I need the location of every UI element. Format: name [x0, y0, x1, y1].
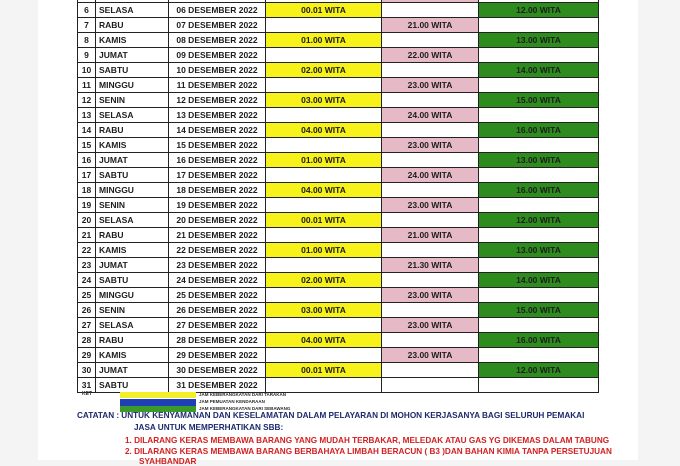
vehicle-loading-cell: [382, 93, 479, 108]
departure-tarakan-cell: [266, 78, 382, 93]
row-day: JUMAT: [96, 258, 169, 273]
row-date: 08 DESEMBER 2022: [169, 33, 266, 48]
vehicle-loading-cell: [382, 273, 479, 288]
vehicle-loading-cell: 24.00 WITA: [382, 168, 479, 183]
row-day: RABU: [96, 123, 169, 138]
row-day: SELASA: [96, 318, 169, 333]
schedule-sheet: [77, 0, 599, 393]
row-date: 15 DESEMBER 2022: [169, 138, 266, 153]
departure-tarakan-cell: [266, 348, 382, 363]
row-number: 29: [78, 348, 96, 363]
row-date: 23 DESEMBER 2022: [169, 258, 266, 273]
legend-label: KET: [82, 391, 92, 397]
notes-label: CATATAN :: [77, 411, 120, 420]
departure-tarakan-cell: 03.00 WITA: [266, 303, 382, 318]
departure-sebawang-cell: [479, 198, 599, 213]
table-row: [78, 33, 599, 48]
vehicle-loading-cell: 23.00 WITA: [382, 348, 479, 363]
departure-tarakan-cell: 04.00 WITA: [266, 123, 382, 138]
row-number: 23: [78, 258, 96, 273]
table-row: [78, 108, 599, 123]
row-number: 30: [78, 363, 96, 378]
table-row: [78, 48, 599, 63]
row-number: 26: [78, 303, 96, 318]
row-date: 22 DESEMBER 2022: [169, 243, 266, 258]
vehicle-loading-cell: [382, 243, 479, 258]
table-row: [78, 153, 599, 168]
departure-tarakan-cell: [266, 228, 382, 243]
row-date: 07 DESEMBER 2022: [169, 18, 266, 33]
notes-intro: [77, 411, 597, 420]
row-day: JUMAT: [96, 48, 169, 63]
row-day: SABTU: [96, 378, 169, 393]
vehicle-loading-cell: 23.00 WITA: [382, 318, 479, 333]
departure-tarakan-cell: [266, 138, 382, 153]
table-row: [78, 303, 599, 318]
table-row: [78, 78, 599, 93]
row-date: 19 DESEMBER 2022: [169, 198, 266, 213]
row-number: 24: [78, 273, 96, 288]
departure-tarakan-cell: 02.00 WITA: [266, 63, 382, 78]
table-row: [78, 348, 599, 363]
table-row: [78, 198, 599, 213]
schedule-table: [77, 0, 599, 393]
departure-tarakan-cell: 01.00 WITA: [266, 33, 382, 48]
row-day: MINGGU: [96, 183, 169, 198]
row-number: 31: [78, 378, 96, 393]
departure-sebawang-cell: 13.00 WITA: [479, 153, 599, 168]
row-day: KAMIS: [96, 243, 169, 258]
row-day: KAMIS: [96, 348, 169, 363]
vehicle-loading-cell: 21.00 WITA: [382, 18, 479, 33]
table-row: [78, 18, 599, 33]
departure-sebawang-cell: [479, 228, 599, 243]
notes-intro-text: UNTUK KENYAMANAN DAN KESELAMATAN DALAM PELAYARAN DI MOHON KERJASANYA BAGI SELURUH PEMAKAI: [121, 411, 585, 420]
row-number: 8: [78, 33, 96, 48]
vehicle-loading-cell: [382, 363, 479, 378]
row-date: 12 DESEMBER 2022: [169, 93, 266, 108]
row-date: 29 DESEMBER 2022: [169, 348, 266, 363]
legend-text-departure-sebawang: JAM KEBERANGKATAN DARI SEBAWANG: [199, 406, 291, 411]
departure-tarakan-cell: 04.00 WITA: [266, 333, 382, 348]
table-row: [78, 3, 599, 18]
vehicle-loading-cell: [382, 63, 479, 78]
departure-tarakan-cell: 00.01 WITA: [266, 363, 382, 378]
row-number: 9: [78, 48, 96, 63]
departure-sebawang-cell: 15.00 WITA: [479, 303, 599, 318]
departure-sebawang-cell: [479, 348, 599, 363]
notes-rule-2: 2. DILARANG KERAS MEMBAWA BARANG BERBAHAYA LIMBAH BERACUN ( B3 )DAN BAHAN KIMIA TANPA PERSETUJUAN: [125, 447, 612, 456]
departure-sebawang-cell: 16.00 WITA: [479, 123, 599, 138]
row-day: MINGGU: [96, 288, 169, 303]
row-day: SABTU: [96, 168, 169, 183]
departure-sebawang-cell: [479, 78, 599, 93]
departure-tarakan-cell: [266, 318, 382, 333]
table-row: [78, 168, 599, 183]
row-day: SENIN: [96, 93, 169, 108]
row-date: 25 DESEMBER 2022: [169, 288, 266, 303]
row-day: RABU: [96, 228, 169, 243]
row-number: 19: [78, 198, 96, 213]
row-date: 09 DESEMBER 2022: [169, 48, 266, 63]
departure-tarakan-cell: [266, 258, 382, 273]
row-date: 24 DESEMBER 2022: [169, 273, 266, 288]
row-day: SENIN: [96, 198, 169, 213]
departure-tarakan-cell: [266, 108, 382, 123]
departure-sebawang-cell: 15.00 WITA: [479, 93, 599, 108]
row-day: SELASA: [96, 213, 169, 228]
row-date: 30 DESEMBER 2022: [169, 363, 266, 378]
departure-tarakan-cell: 00.01 WITA: [266, 213, 382, 228]
vehicle-loading-cell: 24.00 WITA: [382, 108, 479, 123]
departure-tarakan-cell: 00.01 WITA: [266, 3, 382, 18]
row-number: 25: [78, 288, 96, 303]
legend-swatch-yellow: [120, 392, 196, 398]
vehicle-loading-cell: 21.00 WITA: [382, 228, 479, 243]
departure-tarakan-cell: [266, 18, 382, 33]
row-number: 14: [78, 123, 96, 138]
table-row: [78, 123, 599, 138]
row-day: RABU: [96, 18, 169, 33]
row-number: 17: [78, 168, 96, 183]
vehicle-loading-cell: [382, 333, 479, 348]
row-number: 11: [78, 78, 96, 93]
vehicle-loading-cell: 23.00 WITA: [382, 198, 479, 213]
row-date: 31 DESEMBER 2022: [169, 378, 266, 393]
table-row: [78, 333, 599, 348]
departure-sebawang-cell: [479, 108, 599, 123]
row-date: 13 DESEMBER 2022: [169, 108, 266, 123]
departure-tarakan-cell: [266, 48, 382, 63]
row-date: 28 DESEMBER 2022: [169, 333, 266, 348]
row-number: 6: [78, 3, 96, 18]
row-date: 18 DESEMBER 2022: [169, 183, 266, 198]
departure-sebawang-cell: [479, 318, 599, 333]
row-day: SABTU: [96, 63, 169, 78]
table-row: [78, 138, 599, 153]
departure-tarakan-cell: 04.00 WITA: [266, 183, 382, 198]
row-number: 27: [78, 318, 96, 333]
row-number: 10: [78, 63, 96, 78]
departure-sebawang-cell: [479, 138, 599, 153]
departure-sebawang-cell: 12.00 WITA: [479, 363, 599, 378]
table-row: [78, 183, 599, 198]
row-date: 14 DESEMBER 2022: [169, 123, 266, 138]
departure-tarakan-cell: 01.00 WITA: [266, 153, 382, 168]
table-row: [78, 288, 599, 303]
departure-sebawang-cell: 12.00 WITA: [479, 213, 599, 228]
row-number: 13: [78, 108, 96, 123]
row-day: SELASA: [96, 3, 169, 18]
row-date: 10 DESEMBER 2022: [169, 63, 266, 78]
row-date: 17 DESEMBER 2022: [169, 168, 266, 183]
departure-tarakan-cell: [266, 198, 382, 213]
table-row: [78, 318, 599, 333]
row-day: SENIN: [96, 303, 169, 318]
row-number: 12: [78, 93, 96, 108]
departure-sebawang-cell: 13.00 WITA: [479, 243, 599, 258]
vehicle-loading-cell: 22.00 WITA: [382, 48, 479, 63]
vehicle-loading-cell: 21.30 WITA: [382, 258, 479, 273]
row-date: 27 DESEMBER 2022: [169, 318, 266, 333]
table-row: [78, 228, 599, 243]
row-number: 7: [78, 18, 96, 33]
table-row: [78, 273, 599, 288]
departure-sebawang-cell: 16.00 WITA: [479, 183, 599, 198]
departure-sebawang-cell: 14.00 WITA: [479, 273, 599, 288]
table-row: [78, 213, 599, 228]
vehicle-loading-cell: [382, 183, 479, 198]
departure-sebawang-cell: 13.00 WITA: [479, 33, 599, 48]
row-number: 16: [78, 153, 96, 168]
table-row: [78, 363, 599, 378]
departure-sebawang-cell: 16.00 WITA: [479, 333, 599, 348]
departure-sebawang-cell: [479, 48, 599, 63]
table-row: [78, 93, 599, 108]
vehicle-loading-cell: [382, 213, 479, 228]
departure-tarakan-cell: [266, 378, 382, 393]
table-row: [78, 243, 599, 258]
vehicle-loading-cell: [382, 123, 479, 138]
legend-text-departure-tarakan: JAM KEBERANGKATAN DARI TARAKAN: [199, 392, 286, 397]
departure-tarakan-cell: 03.00 WITA: [266, 93, 382, 108]
notes-rule-1: 1. DILARANG KERAS MEMBAWA BARANG YANG MUDAH TERBAKAR, MELEDAK ATAU GAS YG DIKEMAS DALAM TABUNG: [125, 436, 610, 445]
departure-sebawang-cell: [479, 168, 599, 183]
row-date: 06 DESEMBER 2022: [169, 3, 266, 18]
vehicle-loading-cell: [382, 33, 479, 48]
vehicle-loading-cell: [382, 378, 479, 393]
legend-text-vehicle-loading: JAM PEMUATAN KENDARAAN: [199, 399, 265, 404]
row-day: KAMIS: [96, 138, 169, 153]
notes-section: [77, 411, 612, 466]
row-date: 11 DESEMBER 2022: [169, 78, 266, 93]
departure-sebawang-cell: [479, 378, 599, 393]
row-date: 21 DESEMBER 2022: [169, 228, 266, 243]
row-number: 22: [78, 243, 96, 258]
departure-sebawang-cell: 12.00 WITA: [479, 3, 599, 18]
row-day: RABU: [96, 333, 169, 348]
row-number: 15: [78, 138, 96, 153]
row-day: SABTU: [96, 273, 169, 288]
table-row: [78, 63, 599, 78]
notes-intro-2: JASA UNTUK MEMPERHATIKAN SBB:: [134, 423, 284, 432]
row-day: SELASA: [96, 108, 169, 123]
departure-sebawang-cell: [479, 258, 599, 273]
departure-tarakan-cell: 02.00 WITA: [266, 273, 382, 288]
legend-swatch-blue: [120, 399, 196, 406]
row-date: 20 DESEMBER 2022: [169, 213, 266, 228]
vehicle-loading-cell: 23.00 WITA: [382, 138, 479, 153]
vehicle-loading-cell: 23.00 WITA: [382, 78, 479, 93]
row-number: 21: [78, 228, 96, 243]
vehicle-loading-cell: [382, 3, 479, 18]
vehicle-loading-cell: [382, 303, 479, 318]
row-day: KAMIS: [96, 33, 169, 48]
row-day: MINGGU: [96, 78, 169, 93]
departure-sebawang-cell: [479, 288, 599, 303]
departure-sebawang-cell: 14.00 WITA: [479, 63, 599, 78]
vehicle-loading-cell: [382, 153, 479, 168]
row-number: 20: [78, 213, 96, 228]
row-number: 28: [78, 333, 96, 348]
departure-tarakan-cell: 01.00 WITA: [266, 243, 382, 258]
departure-sebawang-cell: [479, 18, 599, 33]
notes-rule-2-continued: SYAHBANDAR: [139, 457, 197, 466]
row-number: 18: [78, 183, 96, 198]
row-date: 26 DESEMBER 2022: [169, 303, 266, 318]
departure-tarakan-cell: [266, 288, 382, 303]
row-date: 16 DESEMBER 2022: [169, 153, 266, 168]
departure-tarakan-cell: [266, 168, 382, 183]
row-day: JUMAT: [96, 153, 169, 168]
table-row: [78, 258, 599, 273]
vehicle-loading-cell: 23.00 WITA: [382, 288, 479, 303]
row-day: JUMAT: [96, 363, 169, 378]
